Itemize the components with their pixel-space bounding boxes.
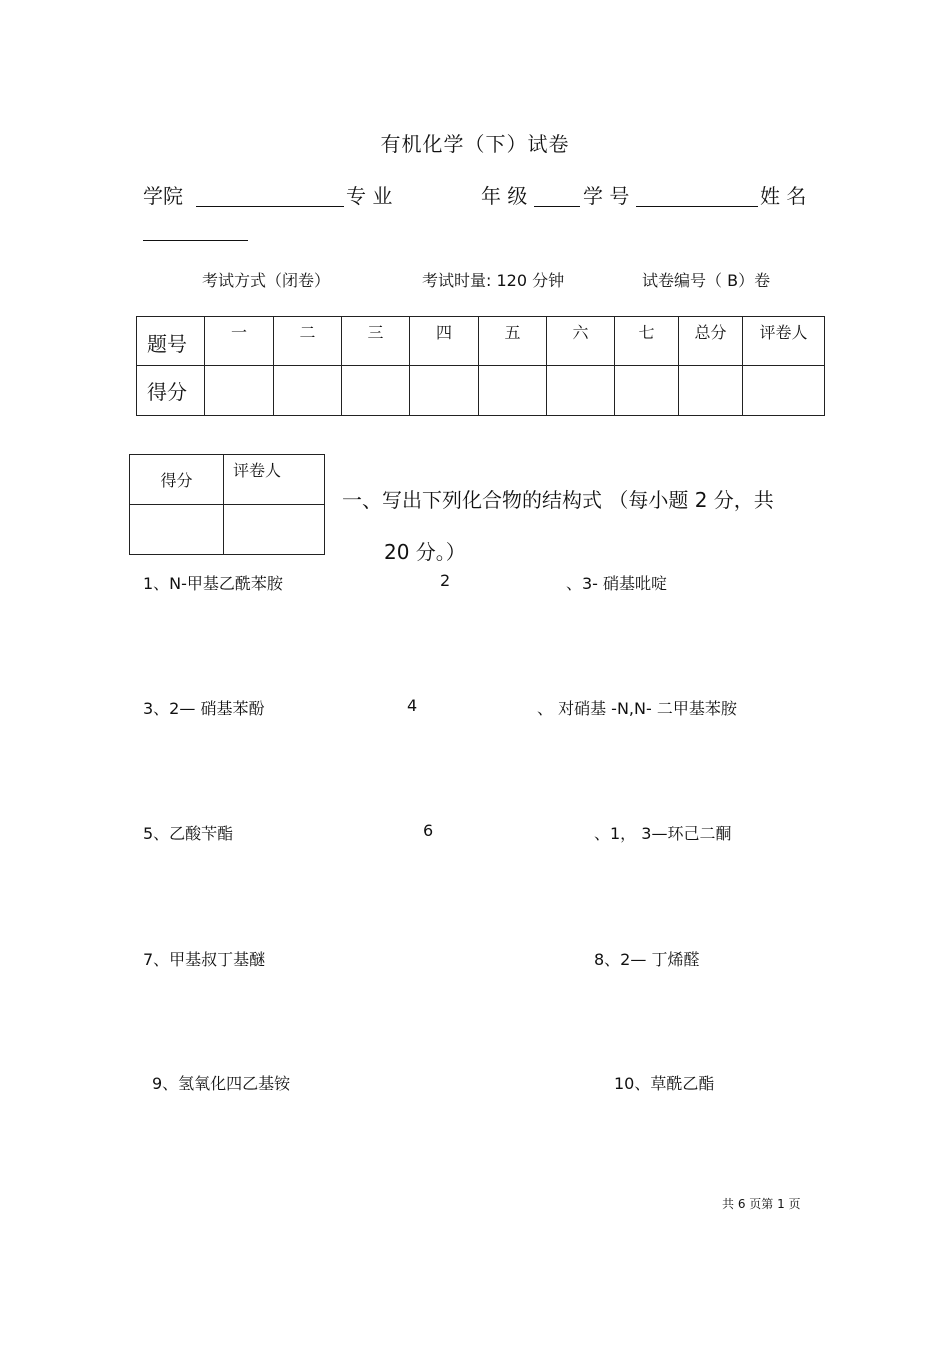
exam-mode: 考试方式（闭卷） — [202, 271, 331, 290]
score-table-score-row — [137, 366, 825, 416]
question-item: 、 对硝基 -N,N- 二甲基苯胺 — [537, 699, 737, 718]
name-label: 姓 名 — [760, 184, 807, 208]
college-label: 学院 — [143, 184, 183, 208]
grader-score-cell[interactable] — [130, 505, 224, 555]
question-item: 10、草酰乙酯 — [614, 1074, 715, 1093]
score-cell[interactable] — [274, 366, 342, 416]
col-header: 五 — [479, 317, 547, 366]
question-item: 9、氢氧化四乙基铵 — [152, 1074, 291, 1093]
question-number: 4 — [407, 696, 418, 715]
grader-name-label: 评卷人 — [224, 455, 325, 505]
score-cell[interactable] — [342, 366, 410, 416]
score-table — [136, 316, 825, 416]
grade-field[interactable] — [534, 186, 580, 207]
score-cell[interactable] — [410, 366, 479, 416]
row-label-question-no: 题号 — [137, 317, 205, 366]
section-heading-cont: 20 分。） — [384, 540, 466, 564]
col-header: 总分 — [679, 317, 743, 366]
question-number: 6 — [423, 821, 434, 840]
question-item: 5、乙酸苄酯 — [143, 824, 234, 843]
major-label: 专 业 — [346, 184, 393, 208]
score-cell[interactable] — [479, 366, 547, 416]
score-cell[interactable] — [679, 366, 743, 416]
page-footer: 共 6 页第 1 页 — [722, 1197, 801, 1211]
question-item: 、3- 硝基吡啶 — [566, 574, 668, 593]
student-no-field[interactable] — [636, 186, 758, 207]
score-cell[interactable] — [615, 366, 679, 416]
score-cell[interactable] — [547, 366, 615, 416]
score-cell[interactable] — [743, 366, 825, 416]
grade-label: 年 级 — [481, 184, 528, 208]
row-label-score: 得分 — [137, 366, 205, 416]
score-table-header-row — [137, 317, 825, 366]
col-header: 二 — [274, 317, 342, 366]
col-header: 四 — [410, 317, 479, 366]
question-item: 7、甲基叔丁基醚 — [143, 950, 266, 969]
student-no-label: 学 号 — [583, 184, 630, 208]
col-header: 七 — [615, 317, 679, 366]
question-item: 、1， 3—环己二酮 — [594, 824, 732, 843]
page-title: 有机化学（下）试卷 — [380, 132, 570, 156]
question-item: 3、2— 硝基苯酚 — [143, 699, 265, 718]
question-number: 2 — [440, 571, 451, 590]
col-header: 一 — [205, 317, 274, 366]
exam-duration: 考试时量: 120 分钟 — [422, 271, 565, 290]
college-field[interactable] — [196, 186, 344, 207]
section-grader-box — [129, 454, 325, 555]
name-field[interactable] — [143, 240, 248, 241]
question-item: 8、2— 丁烯醛 — [594, 950, 700, 969]
question-item: 1、N-甲基乙酰苯胺 — [143, 574, 283, 593]
col-header: 三 — [342, 317, 410, 366]
section-heading: 一、写出下列化合物的结构式 （每小题 2 分，共 — [342, 488, 774, 512]
col-header: 六 — [547, 317, 615, 366]
paper-id: 试卷编号（ B）卷 — [642, 271, 771, 290]
score-cell[interactable] — [205, 366, 274, 416]
grader-name-cell[interactable] — [224, 505, 325, 555]
grader-score-label: 得分 — [130, 455, 224, 505]
col-header: 评卷人 — [743, 317, 825, 366]
